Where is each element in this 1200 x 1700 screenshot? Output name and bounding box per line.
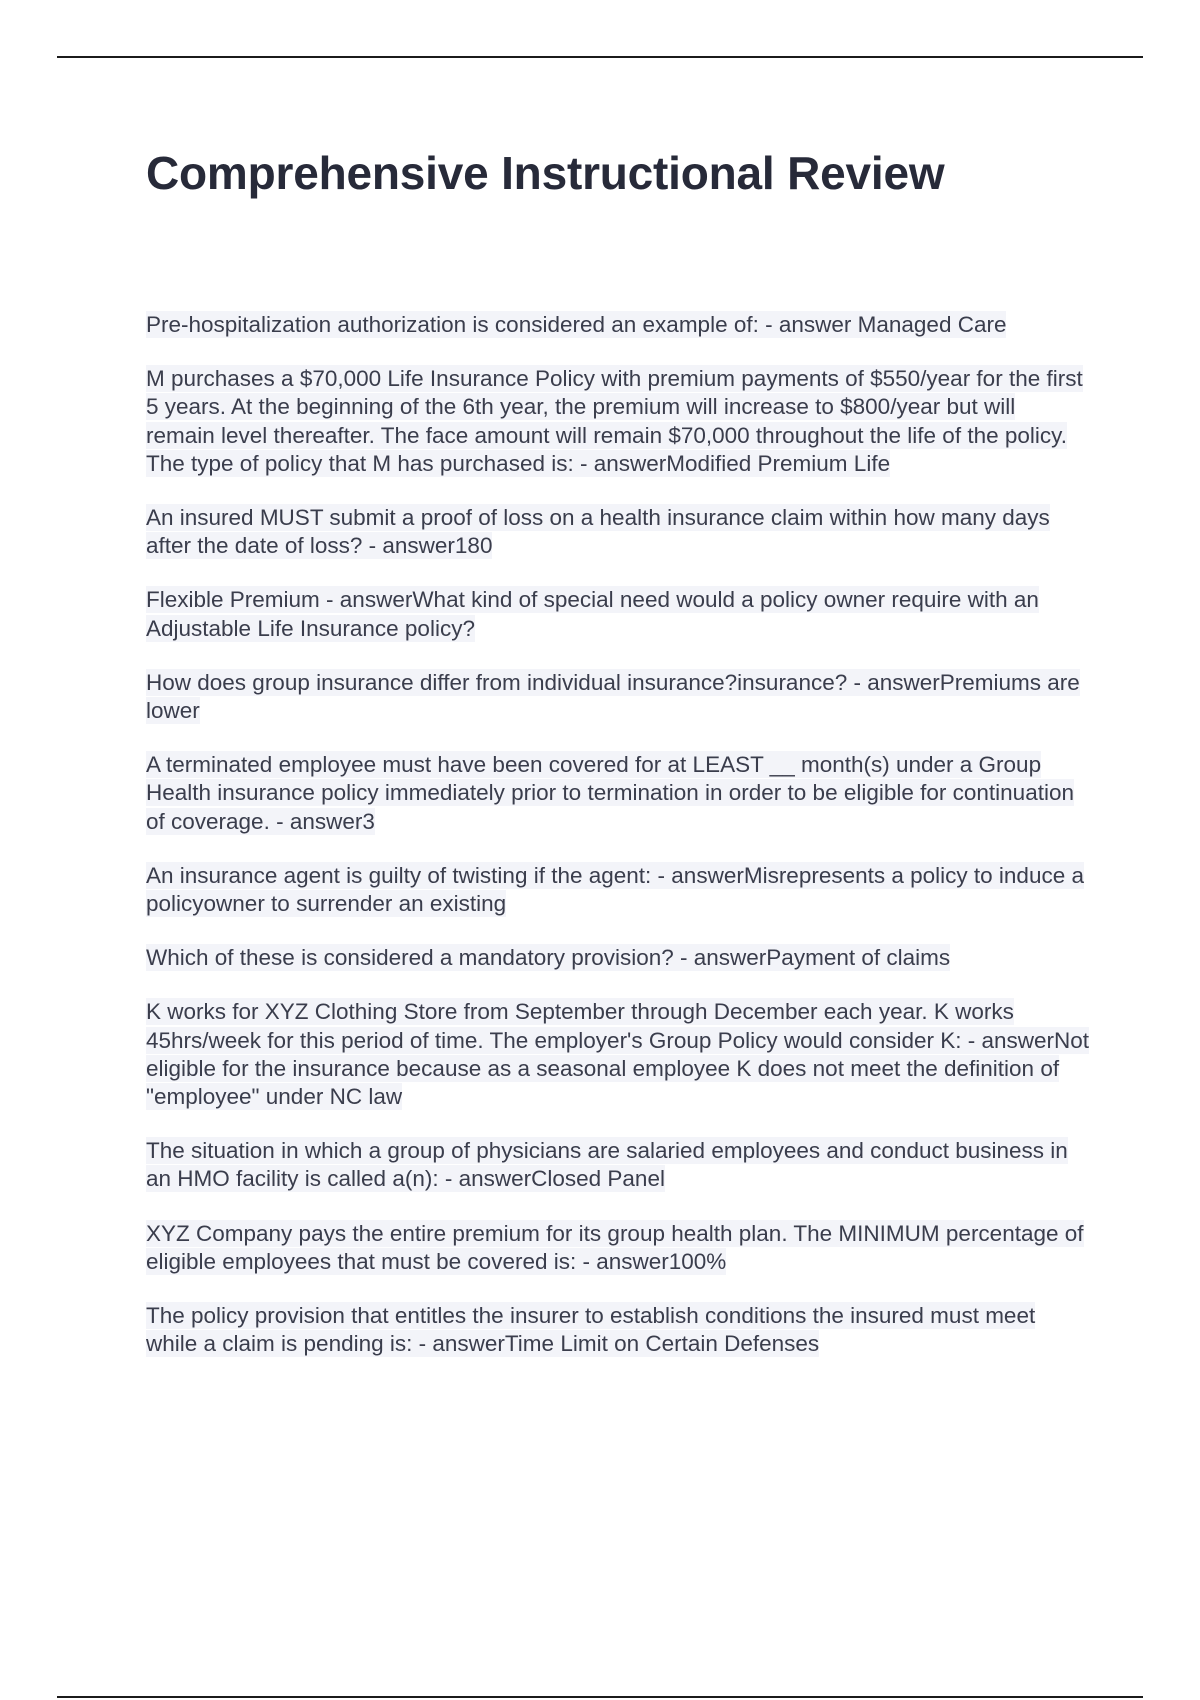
qa-item-10 (146, 1137, 1090, 1193)
qa-text: K works for XYZ Clothing Store from September through December each year. K works 45hrs/week for this period of time. The employer's Group Policy would consider K: - answerNot eligible for the insurance because as a seasonal employee K does not meet the definition of "employee" under NC law (146, 999, 1090, 1110)
qa-item-6 (146, 751, 1090, 836)
qa-item-2 (146, 365, 1090, 478)
top-rule (57, 56, 1143, 58)
qa-item-4 (146, 586, 1090, 642)
qa-text: The situation in which a group of physicians are salaried employees and conduct business in an HMO facility is called a(n): - answerClosed Panel (146, 1138, 1068, 1192)
qa-text: M purchases a $70,000 Life Insurance Policy with premium payments of $550/year for the first 5 years. At the beginning of the 6th year, the premium will increase to $800/year but will remain level thereafter. The face amount will remain $70,000 throughout the life of the policy. The type of policy that M has purchased is: - answerModified Premium Life (146, 366, 1083, 476)
qa-text: XYZ Company pays the entire premium for its group health plan. The MINIMUM percentage of eligible employees that must be covered is: - answer100% (146, 1220, 1084, 1274)
qa-text: An insurance agent is guilty of twisting if the agent: - answerMisrepresents a policy to induce a policyowner to surrender an existing (146, 862, 1084, 917)
qa-item-8 (146, 944, 1090, 972)
qa-text: How does group insurance differ from individual insurance?insurance? - answerPremiums are lower (146, 669, 1080, 724)
qa-text: Which of these is considered a mandatory provision? - answerPayment of claims (146, 945, 951, 971)
page-title: Comprehensive Instructional Review (146, 147, 945, 199)
qa-text: Pre-hospitalization authorization is considered an example of: - answer Managed Care (146, 312, 1007, 337)
qa-item-3 (146, 504, 1090, 560)
qa-item-1 (146, 311, 1090, 339)
bottom-rule (57, 1696, 1143, 1698)
qa-text: Flexible Premium - answerWhat kind of special need would a policy owner require with an Adjustable Life Insurance policy? (146, 587, 1039, 641)
qa-text: A terminated employee must have been covered for at LEAST __ month(s) under a Group Health insurance policy immediately prior to termination in order to be eligible for continuation of coverage. - answer3 (146, 752, 1074, 834)
qa-item-11 (146, 1220, 1090, 1276)
qa-item-9 (146, 998, 1090, 1111)
qa-text: An insured MUST submit a proof of loss on a health insurance claim within how many days after the date of loss? - answer180 (146, 505, 1050, 559)
qa-item-5 (146, 669, 1090, 725)
qa-list (146, 311, 1090, 1384)
qa-text: The policy provision that entitles the insurer to establish conditions the insured must meet while a claim is pending is: - answerTime Limit on Certain Defenses (146, 1303, 1036, 1357)
qa-item-7 (146, 862, 1090, 918)
qa-item-12 (146, 1302, 1090, 1358)
